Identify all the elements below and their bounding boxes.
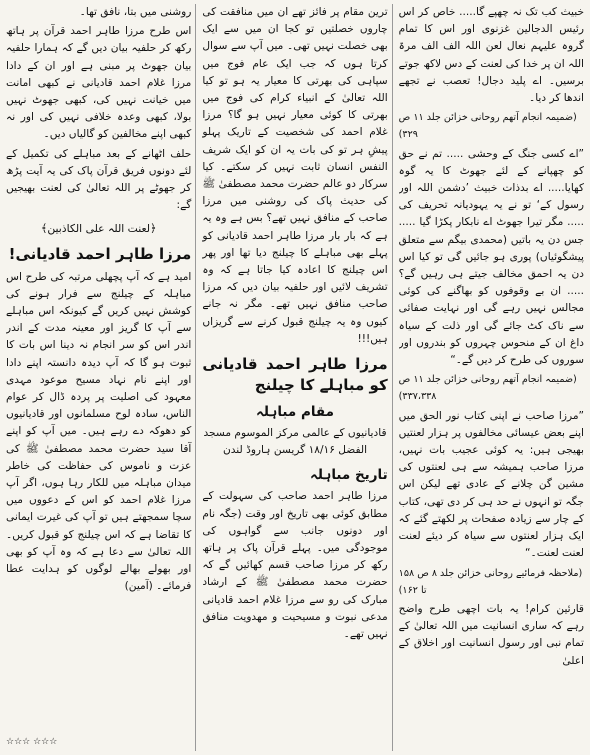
- section-heading: مرزا طاہر احمد قادیانی کو مباہلے کا چیلنج: [202, 355, 388, 395]
- paragraph: خبیث کب تک نہ چھپے گا..... خاص کر اس رئیس الدجالین غزنوی اور اس کا تمام گروہ علیہم نعال لعن اللہ الف الف مرۃ اللہ ان پر خدا کی لعنت کے دس لاکھ جوتے برسیں۔ اے پلید دجال! تعصب نے تجھے اندھا کر دیا۔: [398, 6, 584, 105]
- address-heading: مرزا طاہر احمد قادیانی!: [8, 244, 192, 263]
- quoted-paragraph: ”اے کسی جنگ کے وحشی ..... تم نے حق کو چھپانے کے لئے جھوٹ کا یہ گوہ کھایا..... اے بدذات خبیث ’دشمن اللہ اور رسول کے‘ تو نے یہ یہودیانہ تحریف کی ..... مگر تیرا جھوٹ اے نابکار پکڑا گیا ..... جس دن یہ باتیں (محمدی بیگم سے متعلق پیشگوئیاں) پوری ہو جائیں گی تو کیا اس دن یہ احمق مخالف جیتے ہی رہیں گے؟ ..... ان بے وقوفوں کو بھاگنے کی کوئی مجالس نہیں رہے گی اور نہایت صفائی سے ناک کٹ جائے گی اور ذلت کے سیاہ داغ ان کے منحوس چہروں کو بندروں اور سوروں کی طرح کر دیں گے۔“: [398, 147, 584, 367]
- paragraph: ترین مقام پر فائز تھے ان میں منافقت کی چاروں خصلتیں تو کجا ان میں سے ایک بھی خصلت نہیں تھی۔ میں آپ سے سوال کرتا ہوں کہ جب ایک عام فوج میں سپاہی کی بھرتی کا معیار یہ ہو تو کیا اللہ تعالیٰ کے انبیاء کرام کی فوج میں بھرتی کا کوئی معیار نہیں ہو گا؟ مرزا غلام احمد کی شخصیت کے تاریک پہلو پیشِ ہر تو کی بات یہ ان کو ایک شریف النفس انسان ثابت نہیں کر سکتے۔ کیا سرکار دو عالم حضرت محمد مصطفیٰ ﷺ کی حدیث پاک کی روشنی میں مرزا صاحب کے منافق نہیں تھے؟ بس ہے وہ یہ ہے کہ بار بار مرزا طاہر احمد قادیانی کو پہلے بھی مباہلے کا چیلنج دیا تھا اور پھر اس چیلنج کا اعادہ کیا جاتا ہے کہ وہ تشریف لائیں اور حلفیہ بیان دیں کہ مرزا صاحب منافق نہیں تھے۔ مگر نہ جانے کیوں وہ یہ چیلنج قبول کرنے سے گریزاں ہیں!!!: [202, 6, 388, 345]
- end-ornament: ☆☆☆ ☆☆☆: [6, 736, 58, 747]
- column-middle: [202, 4, 392, 751]
- quoted-paragraph: ”مرزا صاحب نے اپنی کتاب نور الحق میں اپنے بعض عیسائی مخالفوں پر ہزار لعنتیں بھیجی ہیں: یہ کوئی عجیب بات نہیں، مرزا صاحب ہمیشہ سے ہی لعنتوں کی مشین گن چلانے کے عادی تھے لیکن اس جگہ تو انہوں نے حد ہی کر دی تھی، کتاب کے چار سے زیادہ صفحات پر لکھتے گئے کہ ایک ہزار لعنتوں سے سیاہ کر دیئے لعنت لعنت لعنت۔“: [398, 409, 584, 560]
- subheading-date: تاریخ مباہلہ: [309, 467, 388, 484]
- paragraph: روشنی میں بتا، نافق تھا۔: [79, 6, 192, 18]
- paragraph: اس طرح مرزا طاہر احمد قرآن پر ہاتھ رکھ کر حلفیہ بیان دیں گے کہ ہمارا حلفیہ بیان جھوٹ پر مبنی ہے اور ان کے دادا مرزا غلام احمد قادیانی نے کبھی امانت میں خیانت نہیں کی، کبھی جھوٹ نہیں بولا، کبھی وعدہ خلافی نہیں کی اور نہ کبھی اپنے مخالفین کو گالیاں دیں۔: [6, 25, 192, 141]
- column-left: [6, 4, 196, 751]
- paragraph: مرزا طاہر احمد صاحب کی سہولت کے مطابق کوئی بھی تاریخ اور وقت (جگہ نام اور دونوں جانب سے گواہوں کی موجودگی میں۔ پہلے قرآن پاک پر ہاتھ رکھ کر مرزا صاحب قسم کھائیں گے کہ حضرت محمد مصطفیٰ ﷺ کے ارشاد مبارک کی رو سے مرزا غلام احمد قادیانی مدعی نبوت و مسیحیت و مهدویت منافق نہیں تھے۔: [202, 490, 388, 641]
- subheading-place: مقام مباہلہ: [256, 404, 335, 421]
- paragraph: امید ہے کہ آپ پچھلی مرتبہ کی طرح اس مباہلہ کے چیلنج سے فرار ہونے کی کوشش نہیں کریں گے کیونکہ اس مباہلے سے آپ کا گریز اور معینہ مدت کے اندر اندر اس کو سر انجام نہ دینا اس بات کا ثبوت ہو گا کہ آپ دیدہ دانستہ اپنے دادا اور اپنے نام نہاد مسیح موعود مہدی معہود کی اصلیت پر پردہ ڈال کر عوام الناس، سادہ لوح مسلمانوں اور قادیانیوں کو دھوکہ دے رہے ہیں۔ میں آپ کو اپنے آقا سید حضرت محمد مصطفیٰ ﷺ کی عزت و ناموس کی حفاظت کی خاطر میدان مباہلہ میں للکار رہا ہوں، اگر آپ مرزا غلام احمد کو اس کے دعووں میں سچا سمجھتے ہیں تو آپ کی غیرت ایمانی کا تقاضا ہے کہ اس چیلنج کو قبول کریں۔ اللہ تعالیٰ سے دعا ہے کہ وہ آپ کو بھی اور بھولے بھالے لوگوں کو ہدایت عطا فرمائے۔ (آمین): [6, 270, 192, 593]
- paragraph: حلف اٹھانے کے بعد مباہلے کی تکمیل کے لئے دونوں فریق قرآن پاک کی یہ آیت پڑھ کر جھوٹے پر اللہ تعالیٰ کی لعنت بھیجیں گے:: [6, 147, 192, 212]
- reference-citation: (ضمیمہ انجام آتھم روحانی خزائن جلد ۱۱ ص ۳۳۷،۳۳۸): [398, 374, 577, 403]
- reference-citation: (ملاحظہ فرمائیے روحانی خزائن جلد ۸ ص ۱۵۸ تا ۱۶۲): [398, 567, 583, 596]
- place-text: قادیانیوں کے عالمی مرکز الموسوم مسجد الفضل ۱۸/۱۶ گریسن ہاروڈ لندن: [203, 427, 387, 457]
- column-right: [399, 4, 584, 751]
- quranic-verse: ﴿لعنت اللہ علی الکاذبین﴾: [41, 222, 157, 236]
- reference-citation: (ضمیمہ انجام آتھم روحانی خزائن جلد ۱۱ ص ۳۲۹): [398, 112, 577, 141]
- paragraph: قارئین کرام! یہ بات اچھی طرح واضح رہے کہ ساری انسانیت میں اللہ تعالیٰ کے تمام نبی اور رسول انسانیت اور اخلاق کے اعلیٰ: [398, 602, 584, 667]
